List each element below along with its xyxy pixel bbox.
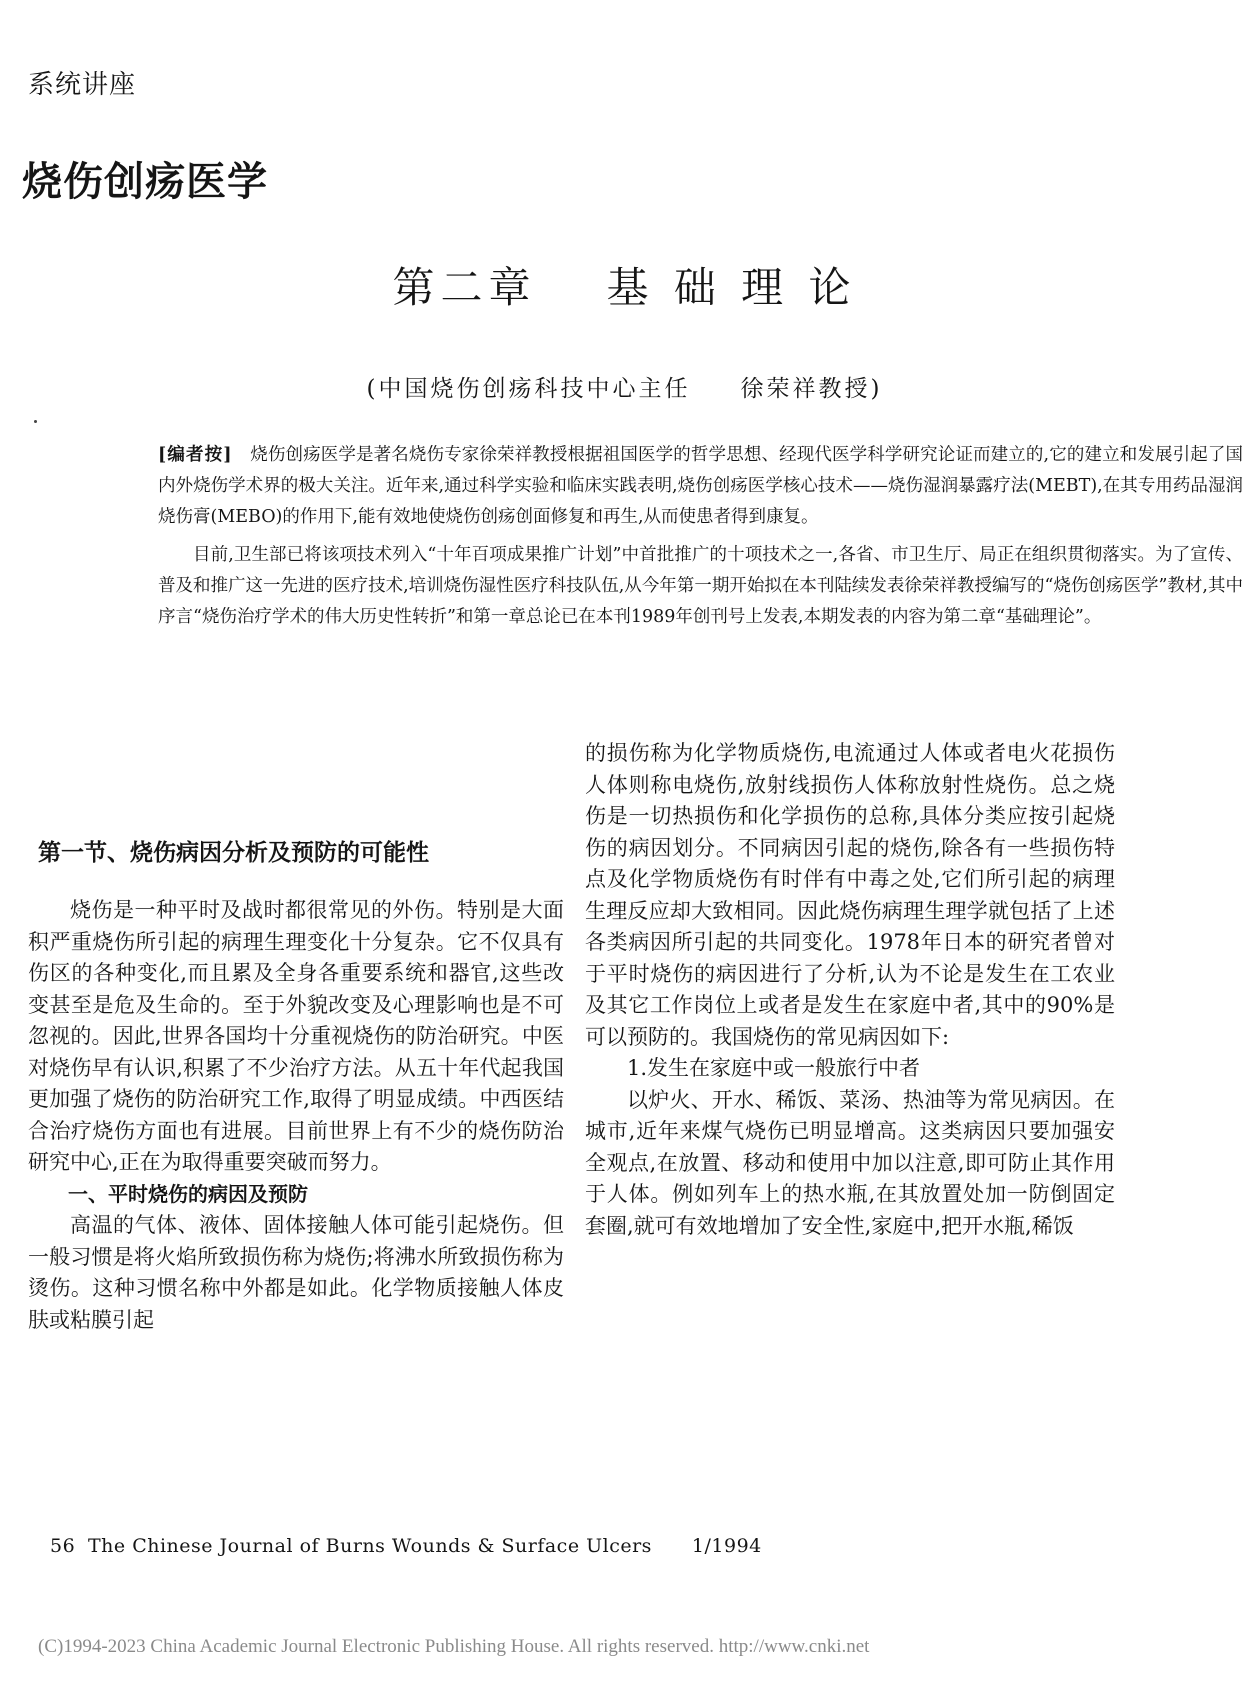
chapter-title: 基 础 理 论 [606,263,857,312]
editor-note-text-1: 烧伤创疡医学是著名烧伤专家徐荣祥教授根据祖国医学的哲学思想、经现代医学科学研究论证而建立的,它的建立和发展引起了国内外烧伤学术界的极大关注。近年来,通过科学实验和临床实践表明,烧伤创疡医学核心技术——烧伤湿润暴露疗法(MEBT),在其专用药品湿润烧伤膏(MEBO)的作用下,能有效地使烧伤创疡创面修复和再生,从而使患者得到康复。 [158,445,1243,527]
page-footer [50,1535,762,1557]
chapter-heading [0,255,1249,315]
series-label: 系统讲座 [28,70,137,100]
body-paragraph: 的损伤称为化学物质烧伤,电流通过人体或者电火花损伤人体则称电烧伤,放射线损伤人体称放射性烧伤。总之烧伤是一切热损伤和化学损伤的总称,具体分类应按引起烧伤的病因划分。不同病因引起的烧伤,除各有一些损伤特点及化学物质烧伤有时伴有中毒之处,它们所引起的病理生理反应却大致相同。因此烧伤病理生理学就包括了上述各类病因所引起的共同变化。1978年日本的研究者曾对于平时烧伤的病因进行了分析,认为不论是发生在工农业及其它工作岗位上或者是发生在家庭中者,其中的90%是可以预防的。我国烧伤的常见病因如下: [585,741,1115,1049]
body-paragraph: 烧伤是一种平时及战时都很常见的外伤。特别是大面积严重烧伤所引起的病理生理变化十分复杂。它不仅具有伤区的各种变化,而且累及全身各重要系统和器官,这些改变甚至是危及生命的。至于外貌改变及心理影响也是不可忽视的。因此,世界各国均十分重视烧伤的防治研究。中医对烧伤早有认识,积累了不少治疗方法。从五十年代起我国更加强了烧伤的防治研究工作,取得了明显成绩。中西医结合治疗烧伤方面也有进展。目前世界上有不少的烧伤防治研究中心,正在为取得重要突破而努力。 [28,898,564,1174]
left-column [28,800,564,1336]
body-paragraph: 以炉火、开水、稀饭、菜汤、热油等为常见病因。在城市,近年来煤气烧伤已明显增高。这类病因只要加强安全观点,在放置、移动和使用中加以注意,即可防止其作用于人体。例如列车上的热水瓶,在其放置处加一防倒固定套圈,就可有效地增加了安全性,家庭中,把开水瓶,稀饭 [585,1087,1115,1238]
body-paragraph: 高温的气体、液体、固体接触人体可能引起烧伤。但一般习惯是将火焰所致损伤称为烧伤;将沸水所致损伤称为烫伤。这种习惯名称中外都是如此。化学物质接触人体皮肤或粘膜引起 [28,1213,564,1332]
author-line [0,370,1249,403]
editor-note-paragraph-1 [158,440,1243,533]
editor-note [158,440,1243,633]
right-column [585,738,1115,1242]
editor-note-label: [编者按] [158,445,233,465]
issue-number: 1/1994 [691,1535,762,1557]
page-number: 56 [50,1535,76,1557]
copyright-notice: (C)1994-2023 China Academic Journal Electronic Publishing House. All rights reserved. http://www.cnki.net [38,1636,870,1657]
author-name: 徐荣祥教授) [740,376,883,402]
list-item-heading: 1.发生在家庭中或一般旅行中者 [627,1056,921,1080]
chapter-number: 第二章 [392,263,537,312]
subheading: 一、平时烧伤的病因及预防 [68,1181,308,1206]
author-affiliation: (中国烧伤创疡科技中心主任 [366,376,691,402]
main-title: 烧伤创疡医学 [22,159,268,205]
editor-note-paragraph-2: 目前,卫生部已将该项技术列入“十年百项成果推广计划”中首批推广的十项技术之一,各省、市卫生厅、局正在组织贯彻落实。为了宣传、普及和推广这一先进的医疗技术,培训烧伤湿性医疗科技队伍,从今年第一期开始拟在本刊陆续发表徐荣祥教授编写的“烧伤创疡医学”教材,其中序言“烧伤治疗学术的伟大历史性转折”和第一章总论已在本刊1989年创刊号上发表,本期发表的内容为第二章“基础理论”。 [158,545,1243,627]
section-title: 第一节、烧伤病因分析及预防的可能性 [38,840,429,866]
scan-speck [34,420,37,423]
journal-name: The Chinese Journal of Burns Wounds & Surface Ulcers [88,1535,652,1557]
